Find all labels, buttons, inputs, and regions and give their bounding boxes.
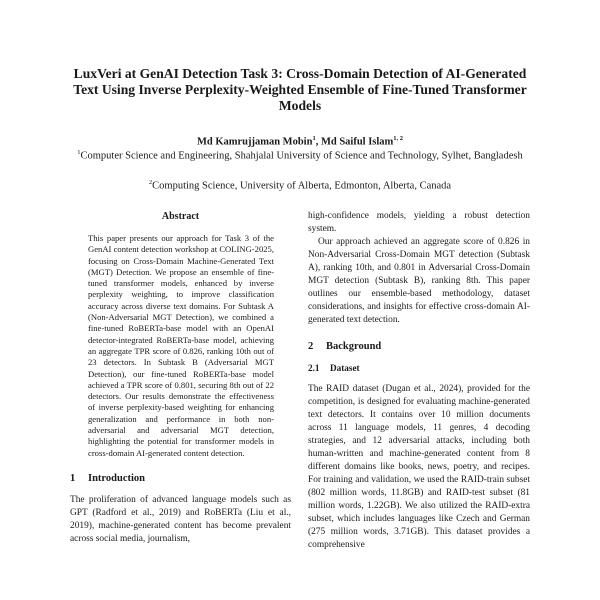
author-affiliation-marker: 1 xyxy=(312,135,316,142)
paper-title: LuxVeri at GenAI Detection Task 3: Cross-Domain Detection of AI-Generated Text Using Inverse Perplexity-Weighted Ensemble of Fine-Tuned Transformer Models xyxy=(73,66,527,113)
author-separator: , xyxy=(315,136,321,148)
right-column xyxy=(308,210,530,552)
subsection-number: 2.1 xyxy=(308,363,320,373)
affiliation-text: Computing Science, University of Alberta, Edmonton, Alberta, Canada xyxy=(152,180,452,192)
subsection-heading-dataset xyxy=(308,362,530,375)
section-title: Introduction xyxy=(88,472,145,484)
affiliation-text: Computer Science and Engineering, Shahjalal University of Science and Technology, Sylhet, Bangladesh xyxy=(80,150,523,162)
affiliation xyxy=(60,176,540,193)
introduction-paragraph: The proliferation of advanced language models such as GPT (Radford et al., 2019) and RoBERTa (Liu et al., 2019), machine-generated content has become prevalent across social media, journalism, xyxy=(70,494,291,544)
section-number: 1 xyxy=(70,472,76,484)
author-name: Md Saiful Islam xyxy=(320,136,394,148)
section-number: 2 xyxy=(308,341,314,352)
paragraph-continuation: high-confidence models, yielding a robust detection system. xyxy=(308,211,530,234)
author-affiliation-marker: 1, 2 xyxy=(393,135,404,142)
abstract-heading: Abstract xyxy=(161,211,200,222)
affiliation-marker: 2 xyxy=(148,179,153,186)
subsection-title: Dataset xyxy=(330,363,360,373)
affiliation xyxy=(60,146,540,163)
section-heading-introduction xyxy=(70,472,291,486)
left-column xyxy=(70,210,291,546)
section-title: Background xyxy=(326,341,382,352)
abstract-text: This paper presents our approach for Task 3 of the GenAI content detection workshop at COLING-2025, focusing on Cross-Domain Machine-Generated Text (MGT) Detection. We propose an ensemble of fine-tuned transformer models, enhanced by inverse perplexity weighting, to improve classification accuracy across diverse text domains. For Subtask A (Non-Adversarial MGT Detection), we combined a fine-tuned RoBERTa-base model with an OpenAI detector-integrated RoBERTa-base model, achieving an aggregate TPR score of 0.826, ranking 10th out of 23 detectors. In Subtask B (Adversarial MGT Detection), our fine-tuned RoBERTa-base model achieved a TPR score of 0.801, securing 8th out of 22 detectors. Our results demonstrate the effectiveness of inverse perplexity-based weighting for enhancing generalization and performance in both non-adversarial and adversarial MGT detection, highlighting the potential for transformer models in cross-domain AI-generated content detection. xyxy=(88,233,274,458)
dataset-paragraph: The RAID dataset (Dugan et al., 2024), provided for the competition, is designed for evaluating machine-generated text detectors. It contains over 10 million documents across 11 language models, 11 genres, 4 decoding strategies, and 12 adversarial attacks, including both human-written and machine-generated content from 8 different domains like books, news, poetry, and recipes. For training and validation, we used the RAID-train subset (802 million words, 11.8GB) and RAID-test subset (81 million words, 1.22GB). We also utilized the RAID-extra subset, which includes languages like Czech and German (275 million words, 3.71GB). This dataset provides a comprehensive xyxy=(308,384,530,550)
results-paragraph: Our approach achieved an aggregate score of 0.826 in Non-Adversarial Cross-Domain MGT detection (Subtask A), ranking 10th, and 0.801 in Adversarial Cross-Domain MGT detection (Subtask B), ranking 8th. This paper outlines our ensemble-based methodology, dataset considerations, and insights for effective cross-domain AI-generated text detection. xyxy=(308,237,530,325)
section-heading-background xyxy=(308,340,530,354)
affiliation-marker: 1 xyxy=(77,149,81,156)
author-name: Md Kamrujjaman Mobin xyxy=(196,136,313,148)
